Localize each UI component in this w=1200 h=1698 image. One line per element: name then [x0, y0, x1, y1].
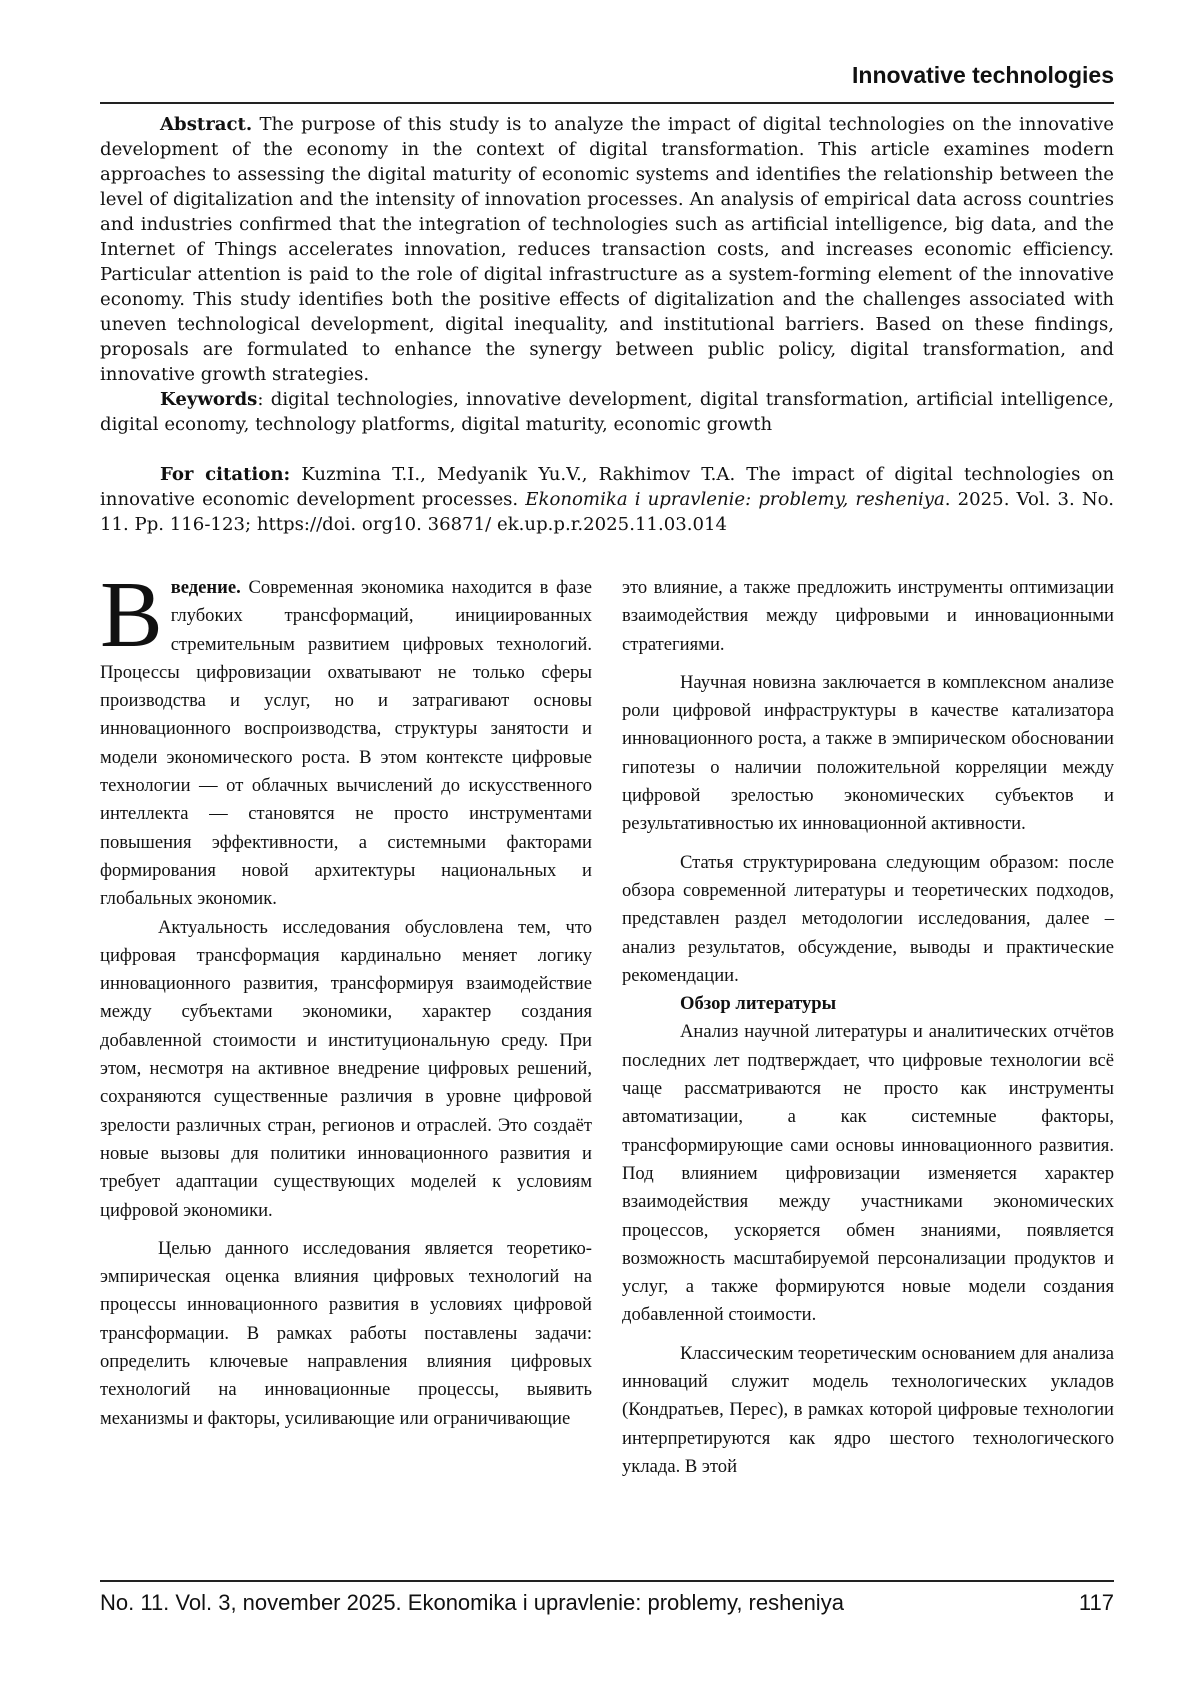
citation-label: For citation:	[160, 464, 291, 485]
keywords-label: Keywords	[160, 389, 258, 410]
section-heading-literature: Обзор литературы	[680, 993, 837, 1015]
novelty-paragraph: Научная новизна заключается в комплексном анализе роли цифровой инфраструктуры в качестве катализатора инновационного роста, а также в эмпирическом обосновании гипотезы о наличии положительной корреляции между цифровой зрелостью экономических субъектов и результативностью их инновационной активности.	[622, 671, 1114, 835]
running-head: Innovative technologies	[852, 62, 1114, 88]
page-number: 117	[1078, 1590, 1114, 1615]
citation-text: Kuzmina T.I., Medyanik Yu.V., Rakhimov T.A. The impact of digital technologies on innovative economic development processes.	[100, 464, 1114, 510]
intro-paragraph	[100, 563, 592, 914]
goal-paragraph: Целью данного исследования является теоретико-эмпирическая оценка влияния цифровых технологий на процессы инновационного развития в условиях цифровой трансформации. В рамках работы поставлены задачи: определить ключевые направления влияния цифровых технологий на инновационные процессы, выявить механизмы и факторы, усиливающие или ограничивающие	[100, 1237, 592, 1429]
abstract-label: Abstract.	[160, 114, 253, 135]
goal-paragraph-continued: это влияние, а также предложить инструменты оптимизации взаимодействия между цифровыми и инновационными стратегиями.	[622, 577, 1114, 655]
right-column	[622, 574, 1114, 1481]
citation-details: . 2025. Vol. 3. No. 11. Pp. 116-123; https://doi. org10. 36871/ ek.up.p.r.2025.11.03.014	[100, 489, 1114, 535]
drop-cap: В	[100, 563, 163, 667]
structure-paragraph: Статья структурирована следующим образом: после обзора современной литературы и теоретических подходов, представлен раздел методологии исследования, далее – анализ результатов, обсуждение, выводы и практические рекомендации.	[622, 851, 1114, 986]
footer-rule	[100, 1580, 1114, 1582]
abstract-block	[100, 112, 1114, 537]
left-column	[100, 563, 592, 1433]
footer-journal-info: No. 11. Vol. 3, november 2025. Ekonomika i upravlenie: problemy, resheniya	[100, 1590, 844, 1615]
citation-journal: Ekonomika i upravlenie: problemy, resheniya	[525, 489, 945, 510]
abstract-text: The purpose of this study is to analyze the impact of digital technologies on the innovative development of the economy in the context of digital transformation. This article examines modern approaches to assessing the digital maturity of economic systems and identifies the relationship between the level of digitalization and the intensity of innovation processes. An analysis of empirical data across countries and industries confirmed that the integration of technologies such as artificial intelligence, big data, and the Internet of Things accelerates innovation, reduces transaction costs, and increases economic efficiency. Particular attention is paid to the role of digital infrastructure as a system-forming element of the innovative economy. This study identifies both the positive effects of digitalization and the challenges associated with uneven technological development, digital inequality, and institutional barriers. Based on these findings, proposals are formulated to enhance the synergy between public policy, digital transformation, and innovative growth strategies.	[100, 114, 1114, 385]
abstract-paragraph	[100, 112, 1114, 387]
header-rule	[100, 102, 1114, 104]
intro-text: Современная экономика находится в фазе глубоких трансформаций, инициированных стремительным развитием цифровых технологий. Процессы цифровизации охватывают не только сферы производства и услуг, но и затрагивают основы инновационного воспроизводства, структуры занятости и модели экономического роста. В этом контексте цифровые технологии — от облачных вычислений до искусственного интеллекта — становятся не просто инструментами повышения эффективности, а системными факторами формирования новой архитектуры национальных и глобальных экономик.	[100, 577, 592, 910]
keywords-paragraph	[100, 387, 1114, 437]
keywords-text: : digital technologies, innovative development, digital transformation, artificial intelligence, digital economy, technology platforms, digital maturity, economic growth	[100, 389, 1114, 435]
citation-paragraph	[100, 462, 1114, 537]
relevance-paragraph: Актуальность исследования обусловлена тем, что цифровая трансформация кардинально меняет логику инновационного развития, трансформируя взаимодействие между субъектами экономики, характер создания добавленной стоимости и институциональную среду. При этом, несмотря на активное внедрение цифровых решений, сохраняются существенные различия в уровне цифровой зрелости различных стран, регионов и отраслей. Это создаёт новые вызовы для политики инновационного развития и требует адаптации существующих моделей к условиям цифровой экономики.	[100, 916, 592, 1221]
literature-paragraph-1: Анализ научной литературы и аналитических отчётов последних лет подтверждает, что цифровые технологии всё чаще рассматриваются не просто как инструменты автоматизации, а как системные факторы, трансформирующие сами основы инновационного развития. Под влиянием цифровизации изменяется характер взаимодействия между участниками экономических процессов, ускоряется обмен знаниями, появляется возможность масштабируемой персонализации продуктов и услуг, а также формируются новые модели создания добавленной стоимости.	[622, 1021, 1114, 1326]
literature-paragraph-2: Классическим теоретическим основанием для анализа инноваций служит модель технологических укладов (Кондратьев, Перес), в рамках которой цифровые технологии интерпретируются как ядро шестого технологического уклада. В этой	[622, 1342, 1114, 1477]
intro-heading: ведение.	[170, 577, 241, 598]
page-footer	[100, 1590, 1114, 1616]
